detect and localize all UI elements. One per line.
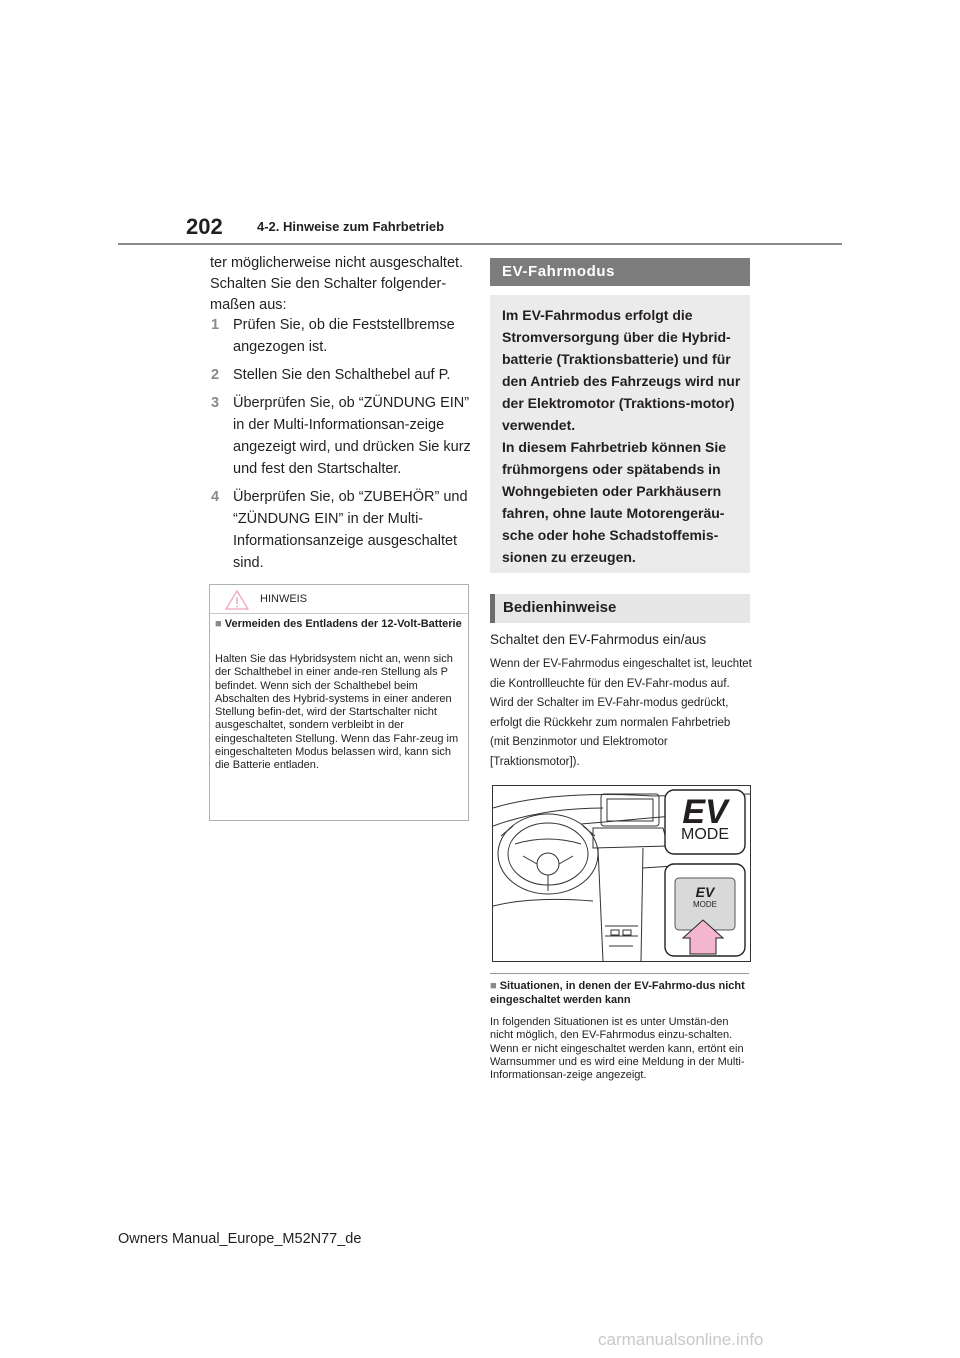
warning-triangle-icon [224,589,250,611]
footer-text: Owners Manual_Europe_M52N77_de [118,1231,362,1247]
intro-paragraph: ter möglicherweise nicht ausgeschaltet. Schalten Sie den Schalter folgender-maßen aus: [210,255,464,313]
ev-intro-box [490,295,750,573]
step-number: 3 [211,395,220,411]
ev-mode-title: EV-Fahrmodus [502,263,616,280]
step-text: Überprüfen Sie, ob “ZUBEHÖR” und “ZÜNDUNG EIN” in der Multi-Informationsanzeige ausgeschaltet sind. [233,489,468,571]
notice-heading [215,618,465,631]
ev-intro-text-2: In diesem Fahrbetrieb können Sie frühmorgens oder spätabends in Wohngebieten oder Parkhäusern fahren, ohne laute Motorengeräu-sche oder hohe Schadstoffemis-sionen zu erzeugen. [502,439,727,565]
step-1 [210,314,472,358]
ev-large-label: EV [682,793,728,831]
ev-mode-banner [490,258,750,286]
notice-box [209,584,469,821]
mode-button-label: MODE [693,900,717,909]
square-bullet-icon: ■ [215,618,222,630]
operation-heading-text: Bedienhinweise [503,599,617,616]
watermark[interactable]: carmanualsonline.info [598,1330,764,1349]
step-number: 1 [211,317,220,333]
situation-heading-text: Situationen, in denen der EV-Fahrmo-dus nicht eingeschaltet werden kann [490,980,745,1006]
page-number: 202 [186,214,223,239]
square-bullet-icon: ■ [490,980,497,992]
situation-body: In folgenden Situationen ist es unter Umstän-den nicht möglich, den EV-Fahrmodus einzu-schalten. Wenn er nicht eingeschaltet werden kann, ertönt ein Warnsummer und es wird eine Meldung in der Multi-Informationsan-zeige angezeigt. [490,1016,745,1082]
mode-large-label: MODE [681,826,729,843]
step-text: Prüfen Sie, ob die Feststellbremse angezogen ist. [233,317,455,355]
step-number: 4 [211,489,220,505]
notice-label: HINWEIS [260,593,308,605]
header-divider [118,243,842,245]
ev-description-paragraph: Wenn der EV-Fahrmodus eingeschaltet ist, leuchtet die Kontrollleuchte für den EV-Fahr-modus auf. Wird der Schalter im EV-Fahr-modus gedrückt, erfolgt die Rückkehr zum normalen Fahrbetrieb (mit Benzinmotor und Elektromotor [Traktionsmotor]). [490,658,752,768]
step-text: Überprüfen Sie, ob “ZÜNDUNG EIN” in der Multi-Informationsan-zeige angezeigt wird, und drücken Sie kurz und fest den Startschalter. [233,395,471,477]
situation-heading [490,980,752,1007]
step-3 [210,392,472,480]
step-4 [210,486,472,574]
notice-heading-text: Vermeiden des Entladens der 12-Volt-Batterie [224,618,462,630]
notice-header [210,585,468,614]
ev-switch-illustration [492,785,751,962]
step-text: Stellen Sie den Schalthebel auf P. [233,367,451,383]
ev-intro-text-1: Im EV-Fahrmodus erfolgt die Stromversorgung über die Hybrid-batterie (Traktionsbatterie) und für den Antrieb des Fahrzeugs wird nur der Elektromotor (Traktions-motor) verwendet. [502,307,741,433]
step-number: 2 [211,367,220,383]
ev-button-label: EV [695,884,715,900]
operation-heading [490,594,750,623]
subheading: Schaltet den EV-Fahrmodus ein/aus [490,632,707,647]
notice-body: Halten Sie das Hybridsystem nicht an, wenn sich der Schalthebel in einer ande-ren Stellung als P befindet. Wenn sich der Schalthebel beim Abschalten des Hybrid-systems in einer anderen Stellung befin-det, wird der Startschalter nicht ausgeschaltet, sondern verbleibt in der eingeschalteten Stellung. Wenn das Fahr-zeug im eingeschalteten Modus belassen wird, kann sich die Batterie entladen. [215,653,459,772]
section-title: 4-2. Hinweise zum Fahrbetrieb [257,219,445,234]
heading-accent-bar [490,594,495,623]
step-2 [210,364,472,386]
section-divider [490,973,749,974]
